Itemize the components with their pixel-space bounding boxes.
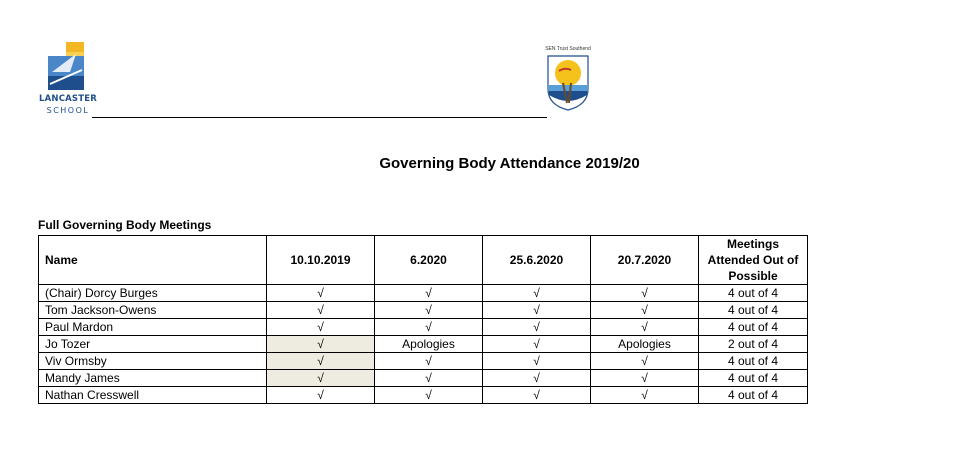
attendance-cell: √ xyxy=(375,302,483,319)
attendance-cell: Apologies xyxy=(591,336,699,353)
table-header-row xyxy=(39,236,808,285)
header-meeting-4: 20.7.2020 xyxy=(591,236,699,285)
attendance-cell: √ xyxy=(267,285,375,302)
lancaster-school-logo xyxy=(36,42,100,116)
table-row xyxy=(39,319,808,336)
attendance-cell: √ xyxy=(591,353,699,370)
header-meeting-1: 10.10.2019 xyxy=(267,236,375,285)
attendance-cell: √ xyxy=(591,319,699,336)
attendance-total: 2 out of 4 xyxy=(699,336,808,353)
attendance-cell: √ xyxy=(483,387,591,404)
governor-name: Paul Mardon xyxy=(39,319,267,336)
attendance-total: 4 out of 4 xyxy=(699,387,808,404)
attendance-cell: √ xyxy=(267,336,375,353)
governor-name: Nathan Cresswell xyxy=(39,387,267,404)
attendance-cell: √ xyxy=(267,302,375,319)
attendance-cell: √ xyxy=(267,387,375,404)
attendance-cell: √ xyxy=(375,319,483,336)
table-row xyxy=(39,336,808,353)
governor-name: Mandy James xyxy=(39,370,267,387)
attendance-total: 4 out of 4 xyxy=(699,285,808,302)
governor-name: Jo Tozer xyxy=(39,336,267,353)
attendance-cell: √ xyxy=(375,285,483,302)
attendance-cell: √ xyxy=(375,387,483,404)
attendance-cell: √ xyxy=(267,370,375,387)
attendance-cell: √ xyxy=(375,370,483,387)
attendance-total: 4 out of 4 xyxy=(699,370,808,387)
header-name: Name xyxy=(39,236,267,285)
sen-trust-logo xyxy=(543,46,593,111)
attendance-total: 4 out of 4 xyxy=(699,353,808,370)
header-total: Meetings Attended Out of Possible xyxy=(699,236,808,285)
attendance-cell: √ xyxy=(591,387,699,404)
governor-name: (Chair) Dorcy Burges xyxy=(39,285,267,302)
governor-name: Tom Jackson-Owens xyxy=(39,302,267,319)
attendance-cell: Apologies xyxy=(375,336,483,353)
attendance-total: 4 out of 4 xyxy=(699,302,808,319)
attendance-cell: √ xyxy=(267,319,375,336)
header-rule xyxy=(92,117,547,118)
shield-crest-icon xyxy=(547,55,589,111)
school-crest-icon xyxy=(48,42,84,92)
governor-name: Viv Ormsby xyxy=(39,353,267,370)
attendance-cell: √ xyxy=(483,353,591,370)
attendance-cell: √ xyxy=(483,319,591,336)
attendance-total: 4 out of 4 xyxy=(699,319,808,336)
table-row xyxy=(39,353,808,370)
school-name-line1: LANCASTER xyxy=(39,94,97,104)
section-heading: Full Governing Body Meetings xyxy=(38,218,212,232)
school-name-line2: SCHOOL xyxy=(46,106,90,115)
table-row xyxy=(39,370,808,387)
attendance-cell: √ xyxy=(375,353,483,370)
table-row xyxy=(39,387,808,404)
attendance-cell: √ xyxy=(267,353,375,370)
attendance-cell: √ xyxy=(483,285,591,302)
header-meeting-3: 25.6.2020 xyxy=(483,236,591,285)
table-row xyxy=(39,285,808,302)
table-row xyxy=(39,302,808,319)
attendance-table xyxy=(38,235,808,404)
attendance-cell: √ xyxy=(591,370,699,387)
attendance-cell: √ xyxy=(483,302,591,319)
attendance-cell: √ xyxy=(591,285,699,302)
attendance-cell: √ xyxy=(483,370,591,387)
sen-trust-caption: SEN Trust Southend xyxy=(545,46,591,52)
page-title: Governing Body Attendance 2019/20 xyxy=(379,155,640,172)
header-meeting-2: 6.2020 xyxy=(375,236,483,285)
attendance-cell: √ xyxy=(591,302,699,319)
attendance-cell: √ xyxy=(483,336,591,353)
